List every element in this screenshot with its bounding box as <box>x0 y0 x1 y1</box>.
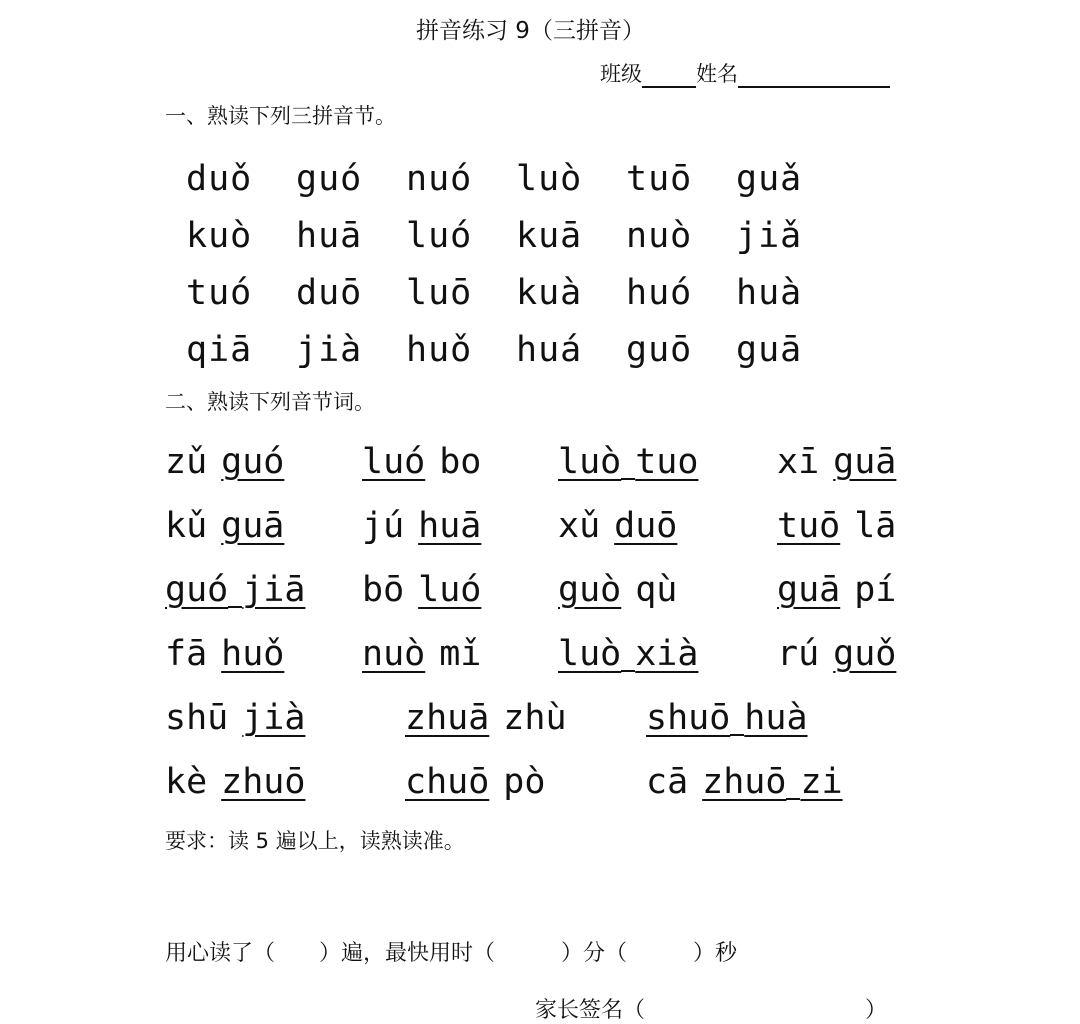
pinyin-word <box>362 570 481 610</box>
syllable: kuā <box>516 215 583 256</box>
pinyin-word <box>558 570 677 610</box>
underlined-syllable: duō <box>614 506 678 546</box>
underlined-syllable: guó <box>165 570 229 610</box>
syllable: huá <box>516 329 583 370</box>
syllable: huā <box>296 215 363 256</box>
pinyin-word <box>777 442 896 482</box>
syllable: duō <box>296 272 363 313</box>
syllable: lā <box>854 506 897 546</box>
syllable: huǒ <box>406 329 473 370</box>
requirement-text: 要求：读 5 遍以上，读熟读准。 <box>165 829 465 853</box>
pinyin-word <box>777 570 896 610</box>
syllable: qù <box>635 570 678 610</box>
underlined-syllable: luó <box>362 442 426 482</box>
underlined-syllable: guā <box>833 442 897 482</box>
pinyin-word <box>165 698 305 738</box>
syllable: guó <box>296 158 363 199</box>
syllable: nuò <box>626 215 693 256</box>
syllable: bo <box>439 442 482 482</box>
syllable: bō <box>362 570 405 610</box>
underlined-syllable: guā <box>221 506 285 546</box>
pinyin-word <box>646 698 808 738</box>
pinyin-word <box>405 762 545 802</box>
pinyin-word <box>362 506 481 546</box>
pinyin-word <box>165 570 305 610</box>
pinyin-word <box>558 442 698 482</box>
syllable: guā <box>736 329 803 370</box>
syllable: pò <box>503 762 546 802</box>
syllable: jià <box>296 329 363 370</box>
underlined-syllable: tuo <box>635 442 699 482</box>
underlined-syllable: chuō <box>405 762 490 802</box>
syllable-row <box>186 150 846 207</box>
class-label: 班级 <box>600 62 642 86</box>
pinyin-word <box>405 698 567 738</box>
underlined-syllable: jià <box>242 698 306 738</box>
pinyin-word <box>362 442 481 482</box>
underlined-syllable: zi <box>800 762 843 802</box>
syllable: guǎ <box>736 158 803 199</box>
syllable: kuà <box>516 272 583 313</box>
syllable: tuō <box>626 158 693 199</box>
syllable: kè <box>165 762 208 802</box>
syllable: shū <box>165 698 229 738</box>
pinyin-word <box>777 634 896 674</box>
underlined-syllable: guǒ <box>833 634 897 674</box>
pinyin-word <box>558 506 677 546</box>
pinyin-word <box>165 762 305 802</box>
pinyin-word <box>777 506 896 546</box>
syllable-grid <box>186 150 846 378</box>
syllable: luō <box>406 272 473 313</box>
pinyin-word <box>646 762 843 802</box>
pinyin-word <box>165 442 284 482</box>
pinyin-word <box>362 634 481 674</box>
syllable: fā <box>165 634 208 674</box>
syllable: cā <box>646 762 689 802</box>
pinyin-word <box>558 634 698 674</box>
page-title: 拼音练习 9（三拼音） <box>416 18 645 44</box>
syllable: kǔ <box>165 506 208 546</box>
underlined-syllable: nuò <box>362 634 426 674</box>
syllable-gap <box>228 570 242 608</box>
syllable: zhù <box>503 698 567 738</box>
syllable: mǐ <box>439 634 482 674</box>
underlined-syllable: luò <box>558 634 622 674</box>
class-name-line <box>600 58 890 88</box>
syllable: duǒ <box>186 158 253 199</box>
underlined-syllable: guā <box>777 570 841 610</box>
syllable: xǔ <box>558 506 601 546</box>
syllable: huó <box>626 272 693 313</box>
syllable: huà <box>736 272 803 313</box>
syllable-gap <box>786 762 800 800</box>
underlined-syllable: xià <box>635 634 699 674</box>
syllable-gap <box>621 442 635 480</box>
underlined-syllable: zhuō <box>221 762 306 802</box>
underlined-syllable: huà <box>744 698 808 738</box>
syllable: zǔ <box>165 442 208 482</box>
syllable: pí <box>854 570 897 610</box>
syllable: guō <box>626 329 693 370</box>
underlined-syllable: luó <box>418 570 482 610</box>
underlined-syllable: tuō <box>777 506 841 546</box>
class-blank <box>642 64 696 88</box>
underlined-syllable: huǒ <box>221 634 285 674</box>
parent-signature-line: 家长签名（ ） <box>535 998 888 1023</box>
syllable: luó <box>406 215 473 256</box>
syllable-row <box>186 207 846 264</box>
underlined-syllable: huā <box>418 506 482 546</box>
syllable: jiǎ <box>736 215 803 256</box>
syllable-gap <box>730 698 744 736</box>
syllable: luò <box>516 158 583 199</box>
underlined-syllable: zhuā <box>405 698 490 738</box>
syllable: rú <box>777 634 820 674</box>
syllable-row <box>186 264 846 321</box>
section2-heading: 二、熟读下列音节词。 <box>165 390 375 414</box>
syllable: qiā <box>186 329 253 370</box>
underlined-syllable: guò <box>558 570 622 610</box>
syllable: xī <box>777 442 820 482</box>
underlined-syllable: shuō <box>646 698 731 738</box>
underlined-syllable: jiā <box>242 570 306 610</box>
underlined-syllable: guó <box>221 442 285 482</box>
pinyin-word <box>165 506 284 546</box>
syllable-row <box>186 321 846 378</box>
underlined-syllable: zhuō <box>702 762 787 802</box>
name-blank <box>738 64 890 88</box>
underlined-syllable: luò <box>558 442 622 482</box>
syllable-gap <box>621 634 635 672</box>
syllable: kuò <box>186 215 253 256</box>
section1-heading: 一、熟读下列三拼音节。 <box>165 104 396 128</box>
name-label: 姓名 <box>696 62 738 86</box>
reading-count-line: 用心读了（ ）遍，最快用时（ ）分（ ）秒 <box>165 941 738 966</box>
syllable: jú <box>362 506 405 546</box>
pinyin-word <box>165 634 284 674</box>
syllable: tuó <box>186 272 253 313</box>
syllable: nuó <box>406 158 473 199</box>
